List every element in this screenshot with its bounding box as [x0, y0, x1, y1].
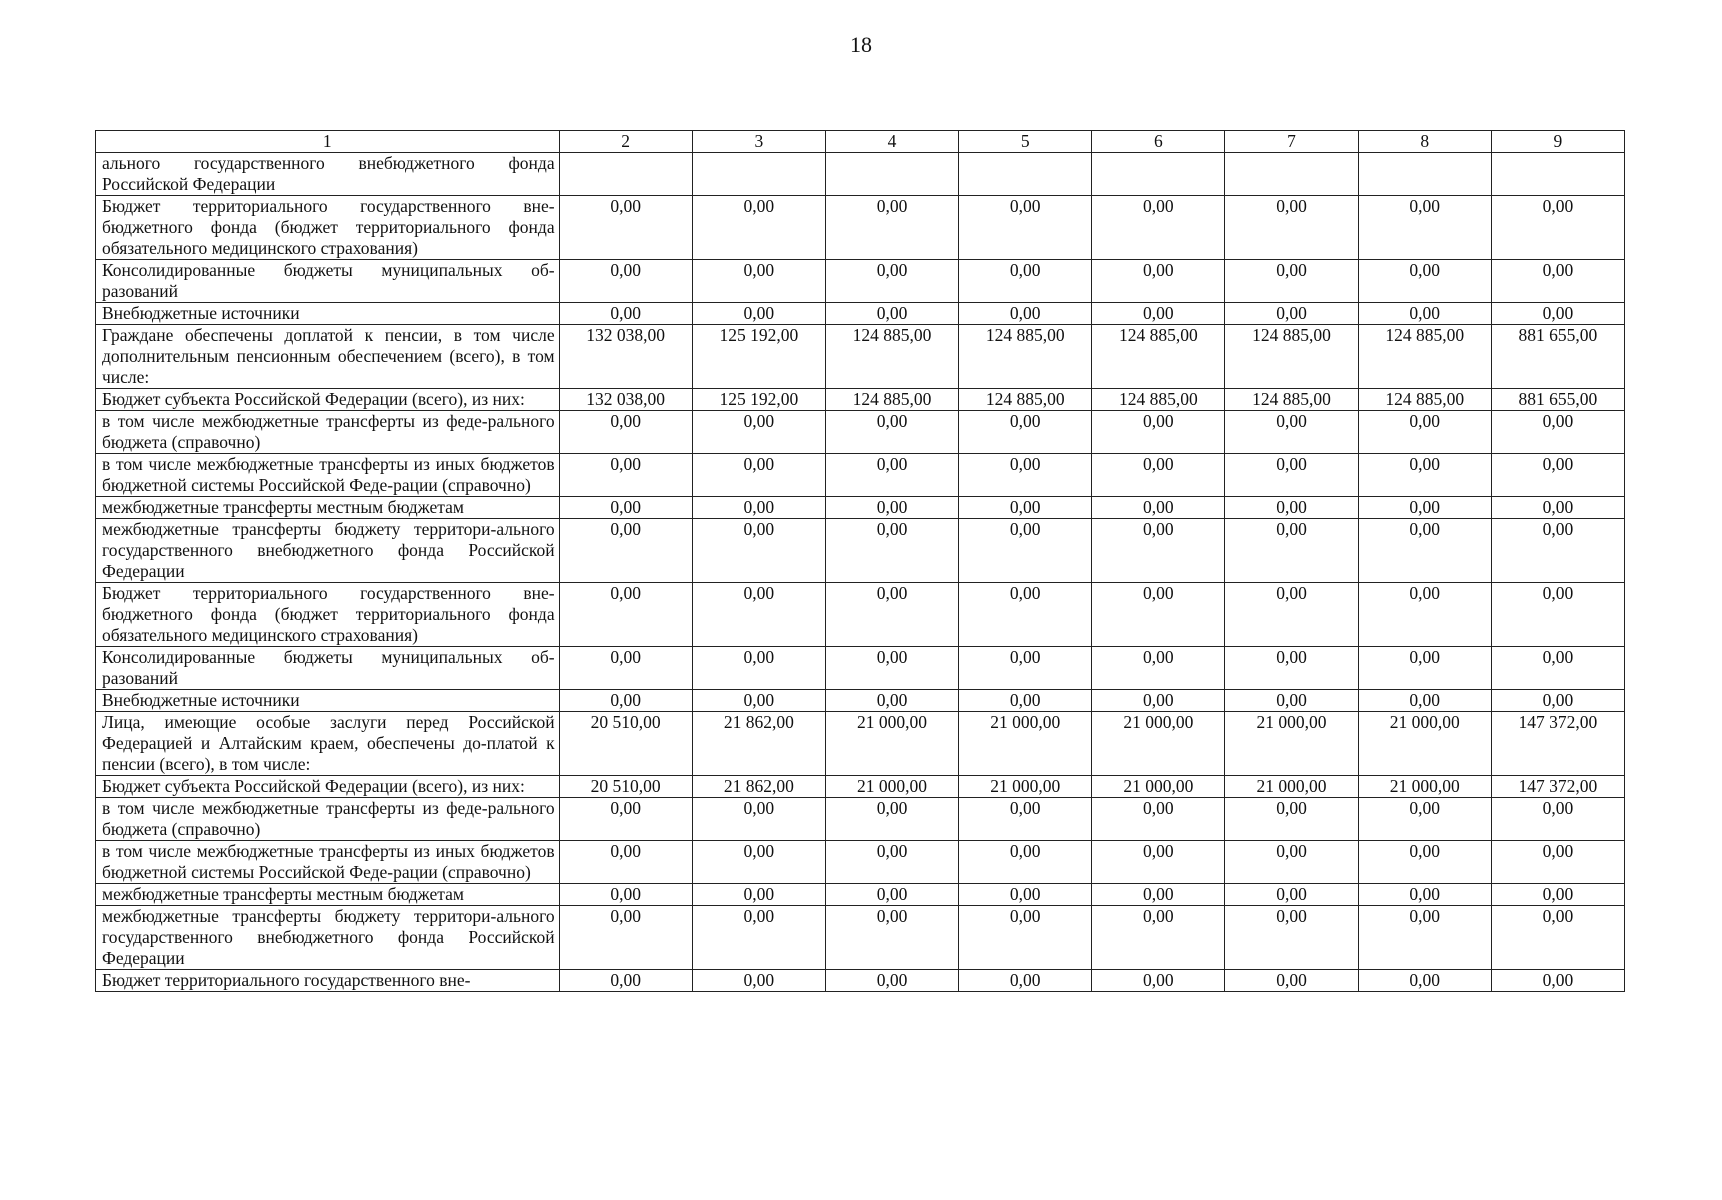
value-cell: 0,00 — [559, 690, 692, 712]
row-label: в том числе межбюджетные трансферты из иных бюджетов бюджетной системы Российской Феде-рации (справочно) — [96, 841, 560, 884]
value-cell: 0,00 — [692, 906, 825, 970]
value-cell: 0,00 — [1092, 260, 1225, 303]
value-cell: 0,00 — [1491, 906, 1624, 970]
table-row — [96, 260, 1625, 303]
column-header: 5 — [959, 131, 1092, 153]
value-cell: 0,00 — [1358, 884, 1491, 906]
value-cell: 0,00 — [1491, 970, 1624, 992]
value-cell: 125 192,00 — [692, 325, 825, 389]
value-cell: 124 885,00 — [959, 325, 1092, 389]
table-body — [96, 153, 1625, 992]
value-cell: 0,00 — [959, 196, 1092, 260]
value-cell: 0,00 — [959, 454, 1092, 497]
value-cell: 0,00 — [959, 906, 1092, 970]
header-row — [96, 131, 1625, 153]
value-cell: 0,00 — [1358, 647, 1491, 690]
value-cell: 0,00 — [1092, 906, 1225, 970]
row-label: межбюджетные трансферты бюджету территори-ального государственного внебюджетного фонда Российской Федерации — [96, 519, 560, 583]
value-cell: 0,00 — [1092, 690, 1225, 712]
column-header: 9 — [1491, 131, 1624, 153]
value-cell: 0,00 — [1092, 411, 1225, 454]
value-cell: 0,00 — [1225, 647, 1358, 690]
column-header: 2 — [559, 131, 692, 153]
value-cell: 0,00 — [825, 454, 958, 497]
value-cell: 124 885,00 — [1092, 325, 1225, 389]
value-cell: 0,00 — [1225, 841, 1358, 884]
value-cell: 0,00 — [959, 260, 1092, 303]
value-cell: 0,00 — [825, 798, 958, 841]
value-cell: 0,00 — [559, 906, 692, 970]
value-cell: 0,00 — [959, 970, 1092, 992]
value-cell — [692, 153, 825, 196]
value-cell: 21 000,00 — [959, 712, 1092, 776]
value-cell: 0,00 — [1491, 411, 1624, 454]
row-label: в том числе межбюджетные трансферты из иных бюджетов бюджетной системы Российской Феде-рации (справочно) — [96, 454, 560, 497]
value-cell: 0,00 — [1491, 583, 1624, 647]
value-cell: 132 038,00 — [559, 389, 692, 411]
column-header: 8 — [1358, 131, 1491, 153]
value-cell: 0,00 — [1225, 690, 1358, 712]
table-row — [96, 647, 1625, 690]
value-cell: 0,00 — [559, 970, 692, 992]
value-cell: 0,00 — [559, 497, 692, 519]
value-cell: 0,00 — [1225, 260, 1358, 303]
table-row — [96, 196, 1625, 260]
value-cell: 0,00 — [825, 411, 958, 454]
value-cell: 0,00 — [1491, 884, 1624, 906]
row-label: в том числе межбюджетные трансферты из феде-рального бюджета (справочно) — [96, 798, 560, 841]
row-label: Граждане обеспечены доплатой к пенсии, в том числе дополнительным пенсионным обеспечением (всего), в том числе: — [96, 325, 560, 389]
value-cell: 0,00 — [1225, 970, 1358, 992]
value-cell: 0,00 — [1092, 798, 1225, 841]
value-cell: 0,00 — [1092, 196, 1225, 260]
value-cell: 0,00 — [1092, 583, 1225, 647]
value-cell: 0,00 — [1092, 519, 1225, 583]
row-label: Бюджет территориального государственного вне- — [96, 970, 560, 992]
value-cell: 0,00 — [1358, 497, 1491, 519]
value-cell: 21 000,00 — [959, 776, 1092, 798]
value-cell: 0,00 — [559, 303, 692, 325]
table-row — [96, 454, 1625, 497]
row-label: Бюджет субъекта Российской Федерации (всего), из них: — [96, 389, 560, 411]
value-cell: 21 862,00 — [692, 776, 825, 798]
value-cell: 21 000,00 — [1092, 776, 1225, 798]
value-cell: 0,00 — [559, 798, 692, 841]
value-cell: 0,00 — [959, 519, 1092, 583]
value-cell: 0,00 — [1491, 841, 1624, 884]
table-row — [96, 690, 1625, 712]
value-cell: 0,00 — [1225, 196, 1358, 260]
value-cell: 0,00 — [692, 454, 825, 497]
value-cell: 0,00 — [559, 196, 692, 260]
value-cell: 0,00 — [1491, 690, 1624, 712]
value-cell: 0,00 — [692, 690, 825, 712]
value-cell: 147 372,00 — [1491, 776, 1624, 798]
value-cell: 0,00 — [959, 497, 1092, 519]
value-cell: 0,00 — [1092, 841, 1225, 884]
table-row — [96, 712, 1625, 776]
value-cell: 0,00 — [1225, 303, 1358, 325]
value-cell: 20 510,00 — [559, 776, 692, 798]
value-cell: 0,00 — [1225, 519, 1358, 583]
value-cell: 0,00 — [559, 519, 692, 583]
value-cell: 124 885,00 — [959, 389, 1092, 411]
row-label: Бюджет территориального государственного вне-бюджетного фонда (бюджет территориального фонда обязательного медицинского страхования) — [96, 196, 560, 260]
row-label: Лица, имеющие особые заслуги перед Российской Федерацией и Алтайским краем, обеспечены до-платой к пенсии (всего), в том числе: — [96, 712, 560, 776]
value-cell: 0,00 — [559, 884, 692, 906]
value-cell: 0,00 — [692, 519, 825, 583]
table-row — [96, 884, 1625, 906]
value-cell: 124 885,00 — [1225, 389, 1358, 411]
value-cell: 0,00 — [1358, 906, 1491, 970]
value-cell: 0,00 — [825, 690, 958, 712]
value-cell: 0,00 — [825, 260, 958, 303]
value-cell: 0,00 — [825, 906, 958, 970]
value-cell: 0,00 — [825, 303, 958, 325]
table-row — [96, 389, 1625, 411]
value-cell: 881 655,00 — [1491, 325, 1624, 389]
row-label: Консолидированные бюджеты муниципальных об-разований — [96, 260, 560, 303]
table-row — [96, 325, 1625, 389]
value-cell: 0,00 — [1491, 454, 1624, 497]
value-cell: 0,00 — [1092, 884, 1225, 906]
value-cell: 0,00 — [559, 583, 692, 647]
table-row — [96, 303, 1625, 325]
value-cell: 0,00 — [692, 970, 825, 992]
row-label: межбюджетные трансферты местным бюджетам — [96, 884, 560, 906]
value-cell: 0,00 — [825, 841, 958, 884]
column-header: 1 — [96, 131, 560, 153]
table-row — [96, 841, 1625, 884]
value-cell: 0,00 — [1491, 303, 1624, 325]
value-cell: 0,00 — [1358, 519, 1491, 583]
value-cell: 0,00 — [1358, 690, 1491, 712]
value-cell: 0,00 — [959, 583, 1092, 647]
value-cell: 0,00 — [692, 260, 825, 303]
value-cell: 0,00 — [1092, 647, 1225, 690]
row-label: Внебюджетные источники — [96, 303, 560, 325]
column-header: 6 — [1092, 131, 1225, 153]
value-cell: 21 000,00 — [1225, 712, 1358, 776]
value-cell: 0,00 — [1491, 798, 1624, 841]
value-cell: 0,00 — [1225, 411, 1358, 454]
value-cell: 0,00 — [1092, 970, 1225, 992]
table-row — [96, 776, 1625, 798]
column-header: 7 — [1225, 131, 1358, 153]
value-cell: 0,00 — [959, 798, 1092, 841]
value-cell: 0,00 — [692, 196, 825, 260]
row-label: в том числе межбюджетные трансферты из феде-рального бюджета (справочно) — [96, 411, 560, 454]
table-row — [96, 906, 1625, 970]
value-cell: 0,00 — [1092, 303, 1225, 325]
value-cell: 0,00 — [959, 841, 1092, 884]
value-cell: 21 000,00 — [1092, 712, 1225, 776]
value-cell: 0,00 — [692, 303, 825, 325]
value-cell: 0,00 — [1491, 196, 1624, 260]
value-cell: 0,00 — [825, 970, 958, 992]
value-cell: 0,00 — [959, 647, 1092, 690]
value-cell: 0,00 — [1225, 497, 1358, 519]
value-cell — [959, 153, 1092, 196]
value-cell: 124 885,00 — [825, 325, 958, 389]
value-cell: 0,00 — [959, 690, 1092, 712]
value-cell: 0,00 — [825, 196, 958, 260]
value-cell: 0,00 — [1225, 906, 1358, 970]
value-cell: 0,00 — [1358, 798, 1491, 841]
value-cell: 0,00 — [559, 454, 692, 497]
value-cell: 21 000,00 — [1358, 712, 1491, 776]
value-cell: 0,00 — [559, 647, 692, 690]
value-cell: 124 885,00 — [1358, 389, 1491, 411]
value-cell: 0,00 — [1491, 260, 1624, 303]
value-cell: 125 192,00 — [692, 389, 825, 411]
value-cell: 0,00 — [825, 497, 958, 519]
row-label: межбюджетные трансферты бюджету территори-ального государственного внебюджетного фонда Российской Федерации — [96, 906, 560, 970]
value-cell: 0,00 — [1491, 519, 1624, 583]
row-label: Бюджет территориального государственного вне-бюджетного фонда (бюджет территориального фонда обязательного медицинского страхования) — [96, 583, 560, 647]
column-header: 3 — [692, 131, 825, 153]
value-cell: 21 000,00 — [1358, 776, 1491, 798]
value-cell: 0,00 — [1358, 583, 1491, 647]
row-label: ального государственного внебюджетного фонда Российской Федерации — [96, 153, 560, 196]
value-cell: 0,00 — [1358, 841, 1491, 884]
value-cell: 0,00 — [1358, 970, 1491, 992]
value-cell: 147 372,00 — [1491, 712, 1624, 776]
value-cell: 21 000,00 — [1225, 776, 1358, 798]
value-cell: 0,00 — [559, 411, 692, 454]
budget-table — [95, 130, 1625, 992]
value-cell: 124 885,00 — [825, 389, 958, 411]
value-cell: 0,00 — [1358, 411, 1491, 454]
value-cell — [559, 153, 692, 196]
row-label: межбюджетные трансферты местным бюджетам — [96, 497, 560, 519]
value-cell — [1225, 153, 1358, 196]
row-label: Внебюджетные источники — [96, 690, 560, 712]
value-cell: 0,00 — [1092, 454, 1225, 497]
table-row — [96, 583, 1625, 647]
value-cell: 0,00 — [692, 411, 825, 454]
value-cell: 0,00 — [825, 519, 958, 583]
value-cell: 0,00 — [692, 583, 825, 647]
value-cell — [1092, 153, 1225, 196]
value-cell: 0,00 — [1358, 303, 1491, 325]
table-row — [96, 970, 1625, 992]
table-row — [96, 153, 1625, 196]
table-row — [96, 798, 1625, 841]
value-cell: 0,00 — [1225, 798, 1358, 841]
value-cell: 0,00 — [825, 647, 958, 690]
value-cell: 0,00 — [1092, 497, 1225, 519]
value-cell: 21 000,00 — [825, 712, 958, 776]
value-cell: 881 655,00 — [1491, 389, 1624, 411]
value-cell — [825, 153, 958, 196]
value-cell: 0,00 — [559, 841, 692, 884]
value-cell: 0,00 — [1225, 583, 1358, 647]
column-header: 4 — [825, 131, 958, 153]
value-cell: 0,00 — [959, 411, 1092, 454]
value-cell: 0,00 — [1358, 196, 1491, 260]
row-label: Бюджет субъекта Российской Федерации (всего), из них: — [96, 776, 560, 798]
value-cell: 0,00 — [825, 583, 958, 647]
value-cell: 0,00 — [1491, 647, 1624, 690]
value-cell: 0,00 — [692, 497, 825, 519]
value-cell: 0,00 — [559, 260, 692, 303]
value-cell: 0,00 — [692, 647, 825, 690]
row-label: Консолидированные бюджеты муниципальных об-разований — [96, 647, 560, 690]
value-cell: 132 038,00 — [559, 325, 692, 389]
value-cell: 0,00 — [1358, 454, 1491, 497]
value-cell: 0,00 — [692, 798, 825, 841]
table-row — [96, 497, 1625, 519]
value-cell: 0,00 — [1491, 497, 1624, 519]
value-cell: 0,00 — [1225, 454, 1358, 497]
table-row — [96, 519, 1625, 583]
table-row — [96, 411, 1625, 454]
value-cell: 0,00 — [1225, 884, 1358, 906]
value-cell: 21 862,00 — [692, 712, 825, 776]
value-cell: 124 885,00 — [1092, 389, 1225, 411]
value-cell — [1358, 153, 1491, 196]
value-cell: 124 885,00 — [1225, 325, 1358, 389]
page-number: 18 — [850, 32, 872, 57]
value-cell — [1491, 153, 1624, 196]
value-cell: 0,00 — [959, 303, 1092, 325]
value-cell: 124 885,00 — [1358, 325, 1491, 389]
value-cell: 0,00 — [692, 884, 825, 906]
value-cell: 0,00 — [825, 884, 958, 906]
value-cell: 0,00 — [692, 841, 825, 884]
value-cell: 20 510,00 — [559, 712, 692, 776]
value-cell: 0,00 — [1358, 260, 1491, 303]
value-cell: 21 000,00 — [825, 776, 958, 798]
value-cell: 0,00 — [959, 884, 1092, 906]
